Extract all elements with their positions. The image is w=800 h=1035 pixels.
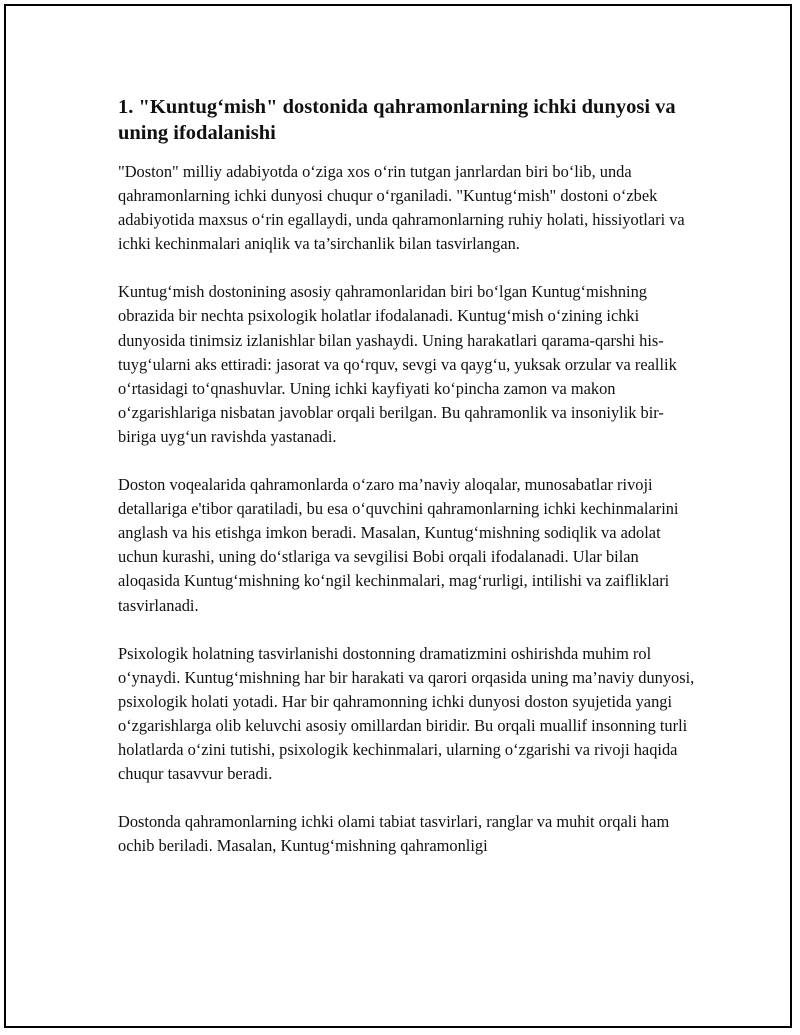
section-heading: 1. "Kuntug‘mish" dostonida qahramonlarning ichki dunyosi va uning ifodalanishi xyxy=(118,96,676,144)
paragraph-5: Dostonda qahramonlarning ichki olami tabiat tasvirlari, ranglar va muhit orqali ham ochib beriladi. Masalan, Kuntug‘mishning qahramonligi xyxy=(118,812,670,856)
paragraph-2: Kuntug‘mish dostonining asosiy qahramonlaridan biri bo‘lgan Kuntug‘mishning obrazida bir nechta psixologik holatlar ifodalanadi. Kuntug‘mish o‘zining ichki dunyosida tinimsiz izlanishlar bilan yashaydi. Uning harakatlari qarama-qarshi his-tuyg‘ularni aks ettiradi: jasorat va qo‘rquv, sevgi va qayg‘u, yuksak orzular va reallik o‘rtasidagi to‘qnashuvlar. Uning ichki kayfiyati ko‘pincha zamon va makon o‘zgarishlariga nisbatan javoblar orqali berilgan. Bu qahramonlik va insoniylik bir-biriga uyg‘un ravishda yastanadi. xyxy=(118,282,677,446)
paragraph-4: Psixologik holatning tasvirlanishi dostonning dramatizmini oshirishda muhim rol o‘ynaydi. Kuntug‘mishning har bir harakati va qarori orqasida uning ma’naviy dunyosi, psixologik holati yotadi. Har bir qahramonning ichki dunyosi doston syujetida yangi o‘zgarishlarga olib keluvchi asosiy omillardan biridir. Bu orqali muallif insonning turli holatlarda o‘zini tutishi, psixologik kechinmalari, ularning o‘zgarishi va rivoji haqida chuqur tasavvur beradi. xyxy=(118,643,695,784)
paragraph-3: Doston voqealarida qahramonlarda o‘zaro ma’naviy aloqalar, munosabatlar rivoji detallariga e'tibor qaratiladi, bu esa o‘quvchini qahramonlarning ichki kechinmalarini anglash va his etishga imkon beradi. Masalan, Kuntug‘mishning sodiqlik va adolat uchun kurashi, uning do‘stlariga va sevgilisi Bobi orqali ifodalanadi. Ular bilan aloqasida Kuntug‘mishning ko‘ngil kechinmalari, mag‘rurligi, intilishi va zaifliklari tasvirlanadi. xyxy=(118,475,679,615)
document-body xyxy=(118,94,698,882)
paragraph-1: "Doston" milliy adabiyotda o‘ziga xos o‘rin tutgan janrlardan biri bo‘lib, unda qahramonlarning ichki dunyosi chuqur o‘rganiladi. "Kuntug‘mish" dostoni o‘zbek adabiyotida maxsus o‘rin egallaydi, unda qahramonlarning ruhiy holati, hissiyotlari va ichki kechinmalari aniqlik va ta’sirchanlik bilan tasvirlangan. xyxy=(118,162,685,254)
